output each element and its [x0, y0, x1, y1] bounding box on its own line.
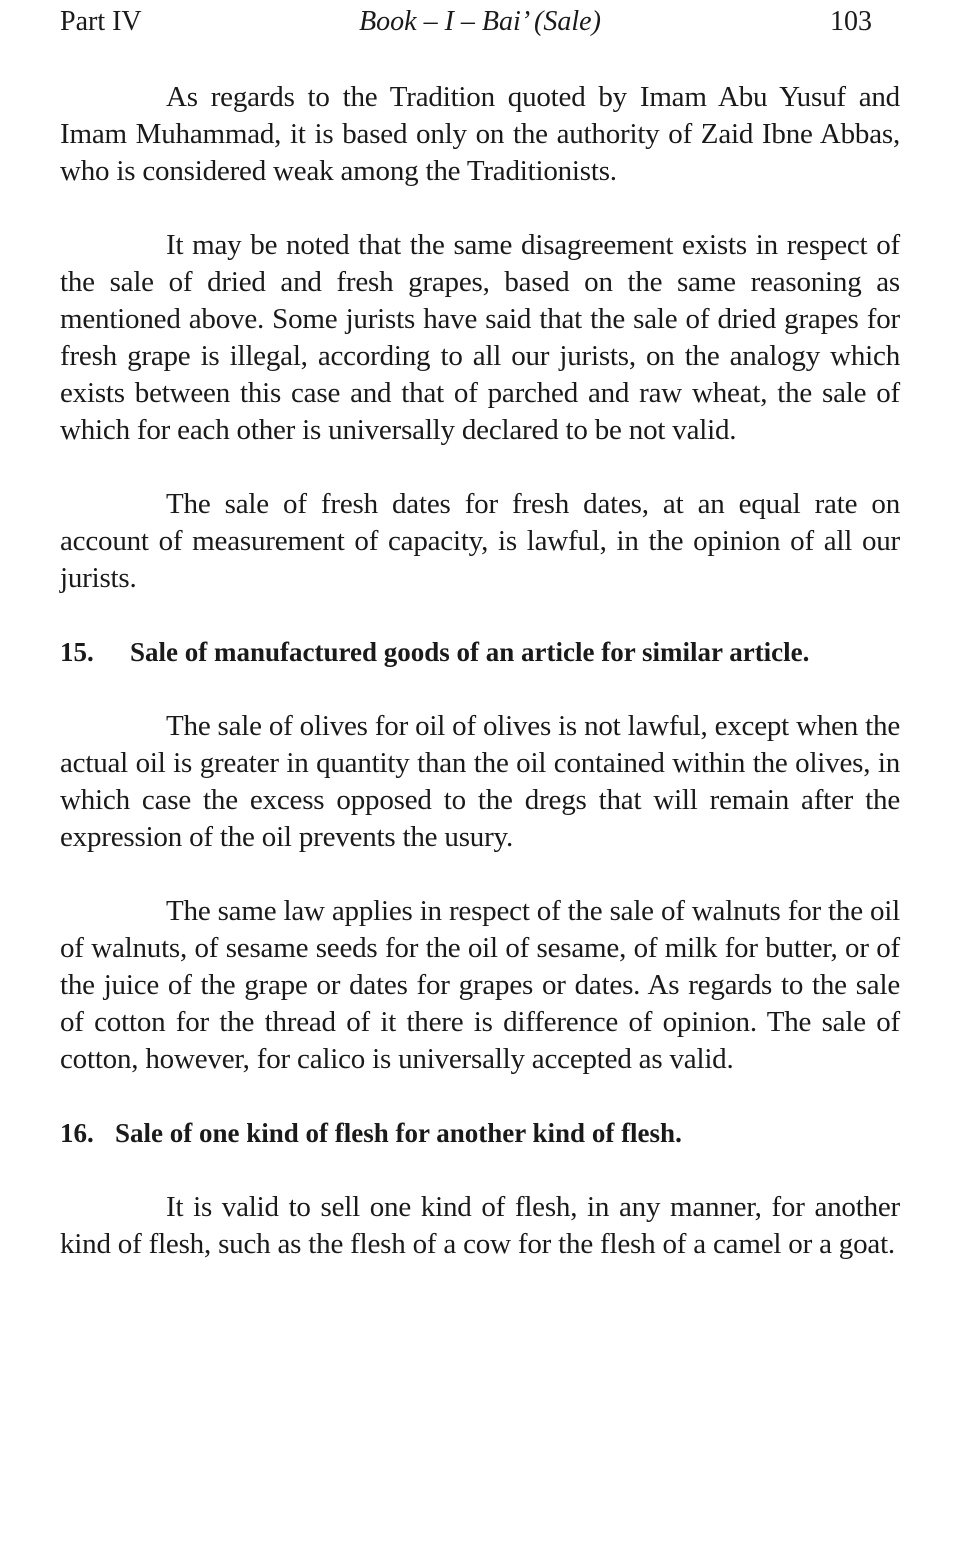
paragraph-dates: The sale of fresh dates for fresh dates, at an equal rate on account of measurement of capacity, is lawful, in the opinion of all our jurists. [60, 488, 900, 594]
section-heading-16 [60, 1115, 900, 1152]
paragraph-grapes: It may be noted that the same disagreement exists in respect of the sale of dried and fresh grapes, based on the same reasoning as mentioned above. Some jurists have said that the sale of dried grapes for fresh grape is illegal, according to all our jurists, on the analogy which exists between this case and that of parched and raw wheat, the sale of which for each other is universally declared to be not valid. [60, 229, 900, 446]
section-title-15: Sale of manufactured goods of an article for similar article. [130, 637, 810, 667]
page-number: 103 [830, 6, 872, 37]
section-number-16: 16. [60, 1118, 94, 1148]
paragraph-walnuts: The same law applies in respect of the sale of walnuts for the oil of walnuts, of sesame seeds for the oil of sesame, of milk for butter, or of the juice of the grape or dates for grapes or dates. As regards to the sale of cotton for the thread of it there is difference of opinion. The sale of cotton, however, for calico is universally accepted as valid. [60, 895, 900, 1075]
paragraph-olives: The sale of olives for oil of olives is not lawful, except when the actual oil is greater in quantity than the oil contained within the olives, in which case the excess opposed to the dregs that will remain after the expression of the oil prevents the usury. [60, 710, 900, 853]
section-number-15: 15. [60, 637, 94, 667]
section-title-16: Sale of one kind of flesh for another kind of flesh. [115, 1118, 682, 1148]
running-header [60, 0, 900, 40]
book-title: Book – I – Bai’ (Sale) [359, 6, 601, 37]
part-label: Part IV [60, 6, 142, 37]
paragraph-flesh: It is valid to sell one kind of flesh, in any manner, for another kind of flesh, such as the flesh of a cow for the flesh of a camel or a goat. [60, 1191, 900, 1260]
paragraph-tradition: As regards to the Tradition quoted by Imam Abu Yusuf and Imam Muhammad, it is based only on the authority of Zaid Ibne Abbas, who is considered weak among the Traditionists. [60, 81, 900, 187]
book-page [60, 0, 900, 1263]
section-heading-15 [60, 634, 900, 671]
